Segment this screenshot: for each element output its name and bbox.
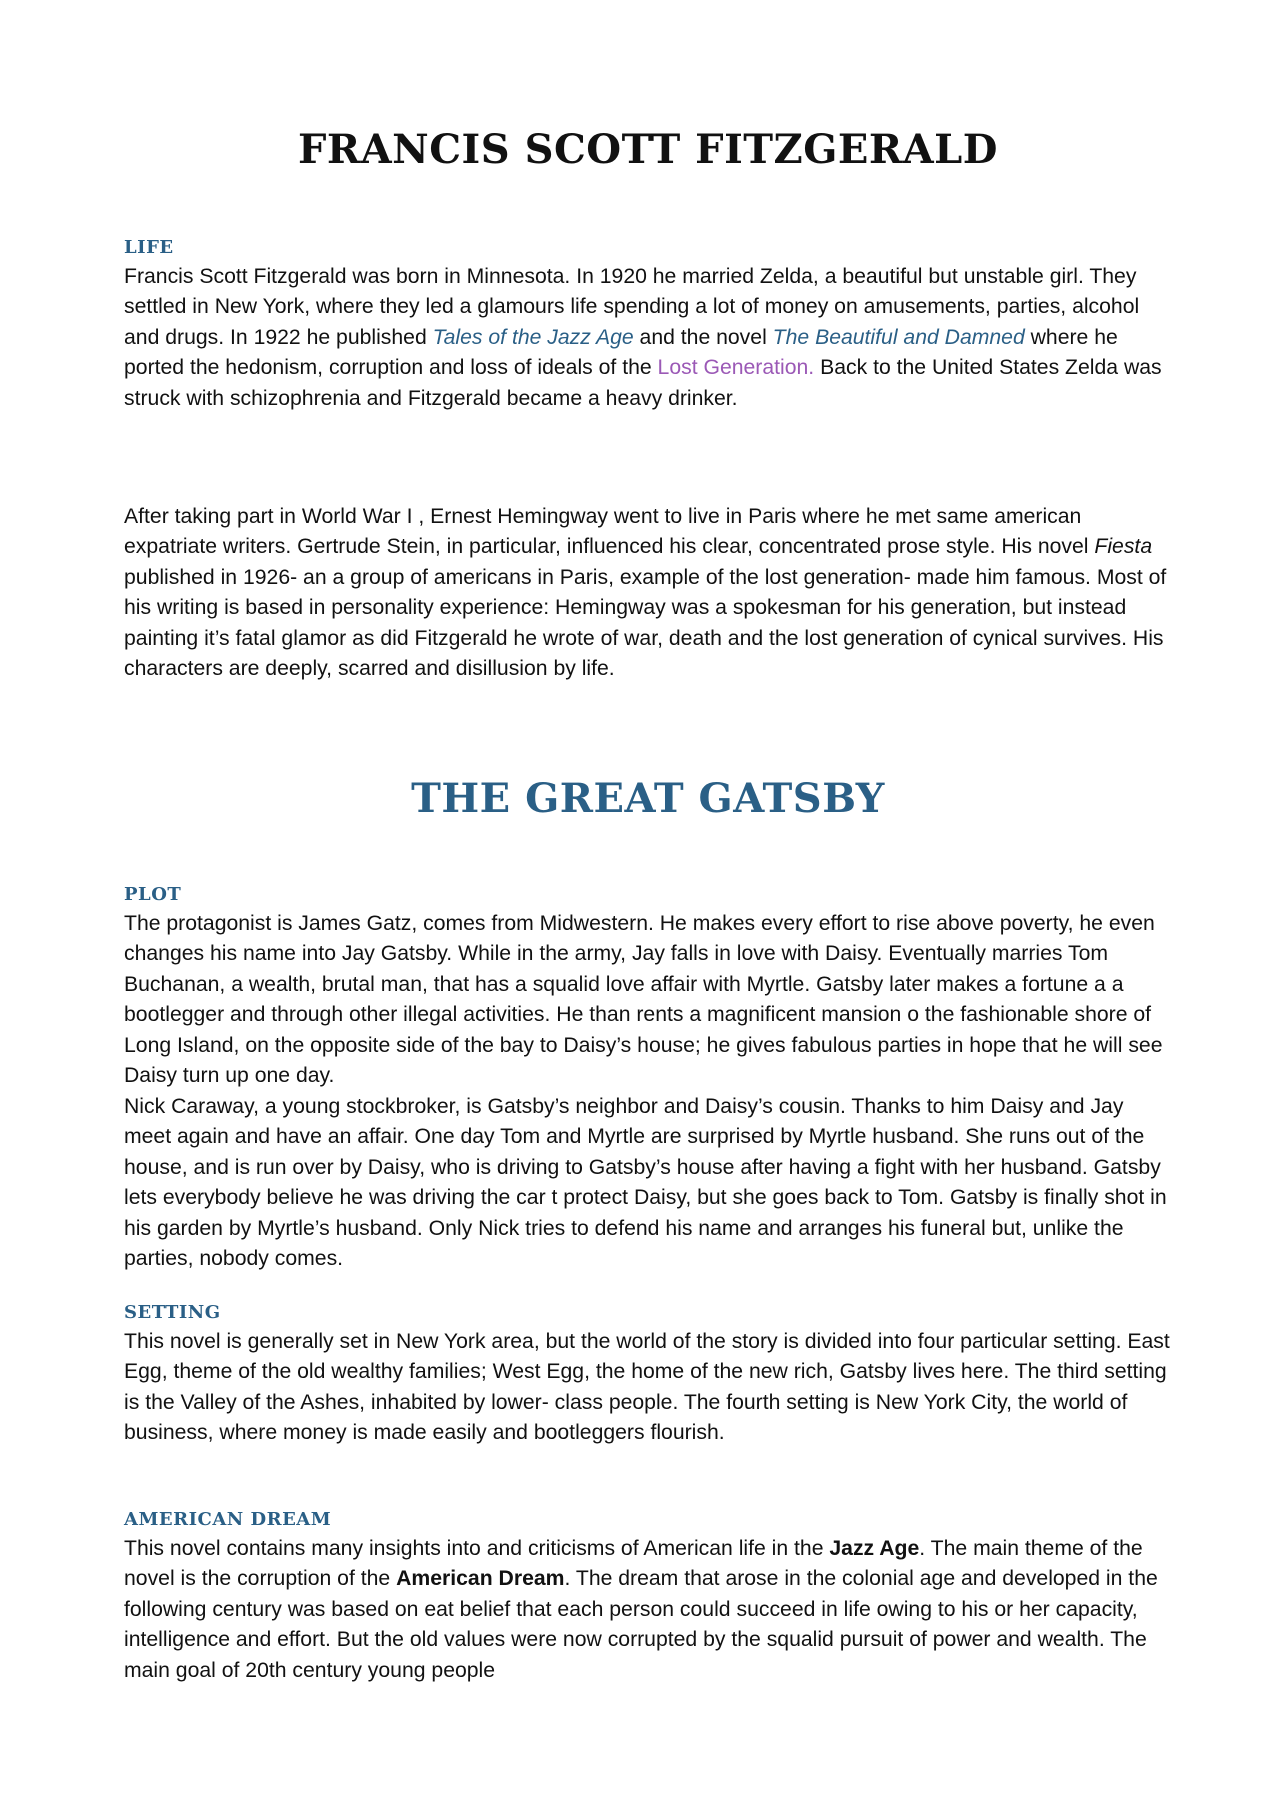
italic-title-fiesta: Fiesta	[1094, 535, 1153, 559]
section-label-life: LIFE	[124, 237, 174, 258]
text-run: . The dream that arose in the colonial age and developed in the following century was based on eat belief that each person could succeed in life owing to his or her capacity, intelligence and effort. But the old values were now corrupted by the squalid pursuit of power and wealth. The main goal of 20th century young people	[124, 1567, 1158, 1682]
text-run: and the novel	[633, 325, 773, 349]
life-paragraph-1	[124, 262, 1172, 414]
plot-paragraph-2: Nick Caraway, a young stockbroker, is Gatsby’s neighbor and Daisy’s cousin. Thanks to him Daisy and Jay meet again and have an affair. One day Tom and Myrtle are surprised by Myrtle husband. She runs out of the house, and is run over by Daisy, who is driving to Gatsby’s house after having a fight with her husband. Gatsby lets everybody believe he was driving the car t protect Daisy, but she goes back to Tom. Gatsby is finally shot in his garden by Myrtle’s husband. Only Nick tries to defend his name and arranges his funeral but, unlike the parties, nobody comes.	[124, 1095, 1167, 1271]
italic-title-beautiful-damned: The Beautiful and Damned	[772, 325, 1025, 349]
text-run: . The main theme of the novel is the corruption of the	[124, 1537, 1143, 1591]
bold-term-american-dream: American Dream	[396, 1567, 565, 1591]
section-label-american-dream: AMERICAN DREAM	[124, 1509, 332, 1530]
life-paragraph-2	[124, 502, 1172, 684]
italic-title-tales: Tales of the Jazz Age	[432, 325, 634, 349]
text-run: Back to the United States Zelda was struck with schizophrenia and Fitzgerald became a heavy drinker.	[124, 356, 1162, 410]
lost-generation-link[interactable]: Lost Generation.	[657, 356, 815, 380]
text-run: published in 1926- an a group of americans in Paris, example of the lost generation- made him famous. Most of his writing is based in personality experience: Hemingway was a spokesman for his generation, but instead painting it’s fatal glamor as did Fitzgerald he wrote of war, death and the lost generation of cynical survives. His characters are deeply, scarred and disillusion by life.	[124, 565, 1167, 681]
bold-term-jazz-age: Jazz Age	[829, 1537, 920, 1560]
section-title-gatsby: THE GREAT GATSBY	[411, 775, 885, 822]
section-label-setting: SETTING	[124, 1302, 221, 1323]
text-run: Francis Scott Fitzgerald was born in Minnesota. In 1920 he married Zelda, a beautiful but unstable girl. They settled in New York, where they led a glamours life spending a lot of money on amusements, parties, alcohol and drugs. In 1922 he published	[124, 265, 1140, 349]
plot-paragraph-1: The protagonist is James Gatz, comes from Midwestern. He makes every effort to rise above poverty, he even changes his name into Jay Gatsby. While in the army, Jay falls in love with Daisy. Eventually marries Tom Buchanan, a wealth, brutal man, that has a squalid love affair with Myrtle. Gatsby later makes a fortune a a bootlegger and through other illegal activities. He than rents a magnificent mansion o the fashionable shore of Long Island, on the opposite side of the bay to Daisy’s house; he gives fabulous parties in hope that he will see Daisy turn up one day.	[124, 912, 1163, 1088]
text-run: After taking part in World War I , Ernest Hemingway went to live in Paris where he met same american expatriate writers. Gertrude Stein, in particular, influenced his clear, concentrated prose style. His novel	[124, 505, 1095, 559]
american-dream-paragraph	[124, 1534, 1172, 1686]
setting-paragraph: This novel is generally set in New York area, but the world of the story is divided into four particular setting. East Egg, theme of the old wealthy families; West Egg, the home of the new rich, Gatsby lives here. The third setting is the Valley of the Ashes, inhabited by lower- class people. The fourth setting is New York City, the world of business, where money is made easily and bootleggers flourish.	[124, 1330, 1170, 1445]
page-title: FRANCIS SCOTT FITZGERALD	[297, 126, 998, 173]
text-run: where he ported the hedonism, corruption and loss of ideals of the	[124, 325, 1118, 380]
section-label-plot: PLOT	[124, 884, 182, 905]
text-run: This novel contains many insights into and criticisms of American life in the	[124, 1537, 830, 1560]
